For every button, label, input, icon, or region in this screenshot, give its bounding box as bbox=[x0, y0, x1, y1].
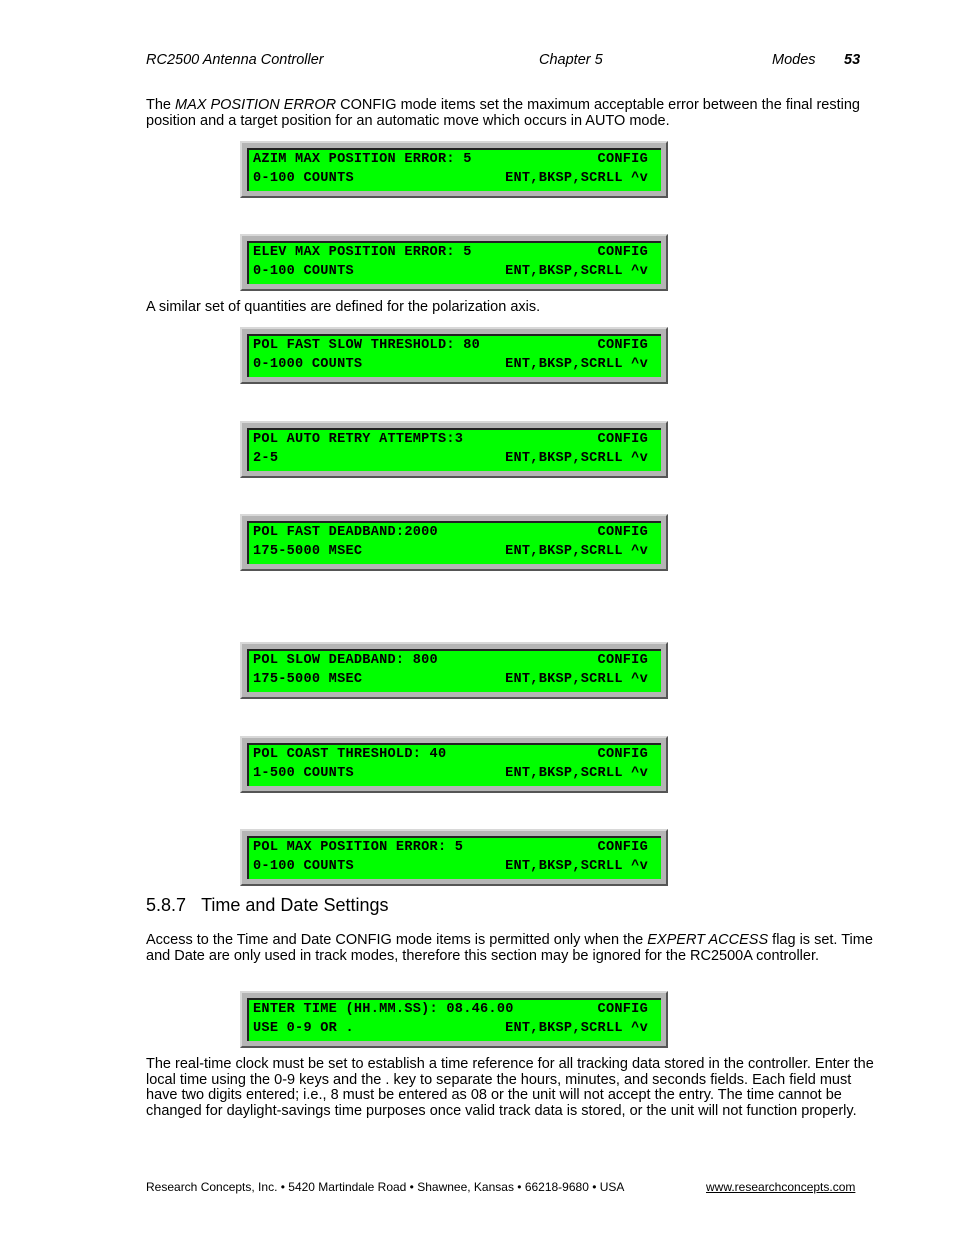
lcd-line1-text: POL SLOW DEADBAND: 800 bbox=[253, 653, 438, 668]
lcd-line1-text: POL AUTO RETRY ATTEMPTS:3 bbox=[253, 432, 464, 447]
lcd-display-azim-max-position-error bbox=[240, 141, 668, 198]
lcd-line2-text: 0-100 COUNTS bbox=[253, 264, 354, 279]
lcd-line2-text: 0-100 COUNTS bbox=[253, 859, 354, 874]
intro-paragraph: The MAX POSITION ERROR CONFIG mode items set the maximum acceptable error between the final resting position and a target position for an automatic move which occurs in AUTO mode. bbox=[146, 97, 860, 129]
lcd-key-hint: ENT,BKSP,SCRLL ^v bbox=[505, 544, 648, 559]
lcd-line2-text: 1-500 COUNTS bbox=[253, 766, 354, 781]
lcd-key-hint: ENT,BKSP,SCRLL ^v bbox=[505, 859, 648, 874]
lcd-line1-text: ENTER TIME (HH.MM.SS): 08.46.00 bbox=[253, 1002, 514, 1017]
lcd-line2-text: 175-5000 MSEC bbox=[253, 672, 363, 687]
lcd-display-pol-auto-retry-attempts bbox=[240, 421, 668, 478]
lcd-display-elev-max-position-error bbox=[240, 234, 668, 291]
term-expert-access: EXPERT ACCESS bbox=[647, 932, 769, 948]
lcd-mode-label: CONFIG bbox=[597, 245, 648, 260]
lcd-mode-label: CONFIG bbox=[597, 747, 648, 762]
lcd-line1-text: POL MAX POSITION ERROR: 5 bbox=[253, 840, 464, 855]
lcd-mode-label: CONFIG bbox=[597, 1002, 648, 1017]
lcd-line2-text: 0-1000 COUNTS bbox=[253, 357, 363, 372]
lcd-key-hint: ENT,BKSP,SCRLL ^v bbox=[505, 672, 648, 687]
lcd-key-hint: ENT,BKSP,SCRLL ^v bbox=[505, 357, 648, 372]
lcd-line2-text: 2-5 bbox=[253, 451, 279, 466]
lcd-line2-text: 0-100 COUNTS bbox=[253, 171, 354, 186]
lcd-key-hint: ENT,BKSP,SCRLL ^v bbox=[505, 264, 648, 279]
lcd-mode-label: CONFIG bbox=[597, 653, 648, 668]
lcd-key-hint: ENT,BKSP,SCRLL ^v bbox=[505, 171, 648, 186]
lcd-display-pol-coast-threshold bbox=[240, 736, 668, 793]
lcd-line2-text: 175-5000 MSEC bbox=[253, 544, 363, 559]
doc-title: RC2500 Antenna Controller bbox=[146, 52, 324, 68]
lcd-mode-label: CONFIG bbox=[597, 525, 648, 540]
lcd-display-pol-fast-deadband bbox=[240, 514, 668, 571]
lcd-key-hint: ENT,BKSP,SCRLL ^v bbox=[505, 766, 648, 781]
lcd-line1-text: ELEV MAX POSITION ERROR: 5 bbox=[253, 245, 472, 260]
section-heading bbox=[146, 895, 389, 916]
page-number: 53 bbox=[844, 52, 861, 68]
section-label: Modes bbox=[772, 52, 816, 68]
lcd-mode-label: CONFIG bbox=[597, 338, 648, 353]
clock-paragraph: The real-time clock must be set to establish a time reference for all tracking data stored in the controller. Enter the local time using the 0-9 keys and the . key to separate the hours, minutes, and seconds fields. Each field must have two digits entered; i.e., 8 must be entered as 08 or the unit will not accept the entry. The time cannot be changed for daylight-savings time purposes once valid track data is stored, or the unit will not function properly. bbox=[146, 1056, 874, 1120]
lcd-line1-text: POL COAST THRESHOLD: 40 bbox=[253, 747, 447, 762]
lcd-mode-label: CONFIG bbox=[597, 152, 648, 167]
lcd-key-hint: ENT,BKSP,SCRLL ^v bbox=[505, 1021, 648, 1036]
section-number: 5.8.7 bbox=[146, 895, 187, 915]
lcd-display-pol-slow-deadband bbox=[240, 642, 668, 699]
lcd-line1-text: POL FAST SLOW THRESHOLD: 80 bbox=[253, 338, 481, 353]
term-max-position-error: MAX POSITION ERROR bbox=[175, 97, 337, 113]
lcd-line2-text: USE 0-9 OR . bbox=[253, 1021, 354, 1036]
lcd-display-pol-fast-slow-threshold bbox=[240, 327, 668, 384]
footer-address: Research Concepts, Inc. • 5420 Martindale Road • Shawnee, Kansas • 66218-9680 • USA bbox=[146, 1180, 625, 1194]
lcd-line1-text: AZIM MAX POSITION ERROR: 5 bbox=[253, 152, 472, 167]
lcd-display-enter-time bbox=[240, 991, 668, 1048]
lcd-mode-label: CONFIG bbox=[597, 432, 648, 447]
lcd-line1-text: POL FAST DEADBAND:2000 bbox=[253, 525, 438, 540]
lcd-mode-label: CONFIG bbox=[597, 840, 648, 855]
lcd-display-pol-max-position-error bbox=[240, 829, 668, 886]
footer-website-link[interactable]: www.researchconcepts.com bbox=[706, 1180, 856, 1194]
polarization-note: A similar set of quantities are defined for the polarization axis. bbox=[146, 299, 541, 315]
section-title: Time and Date Settings bbox=[201, 895, 389, 915]
chapter-label: Chapter 5 bbox=[539, 52, 603, 68]
lcd-key-hint: ENT,BKSP,SCRLL ^v bbox=[505, 451, 648, 466]
time-date-intro-paragraph: Access to the Time and Date CONFIG mode items is permitted only when the EXPERT ACCESS flag is set. Time and Date are only used in track modes, therefore this section may be ignored for the RC2500A controller. bbox=[146, 932, 873, 964]
